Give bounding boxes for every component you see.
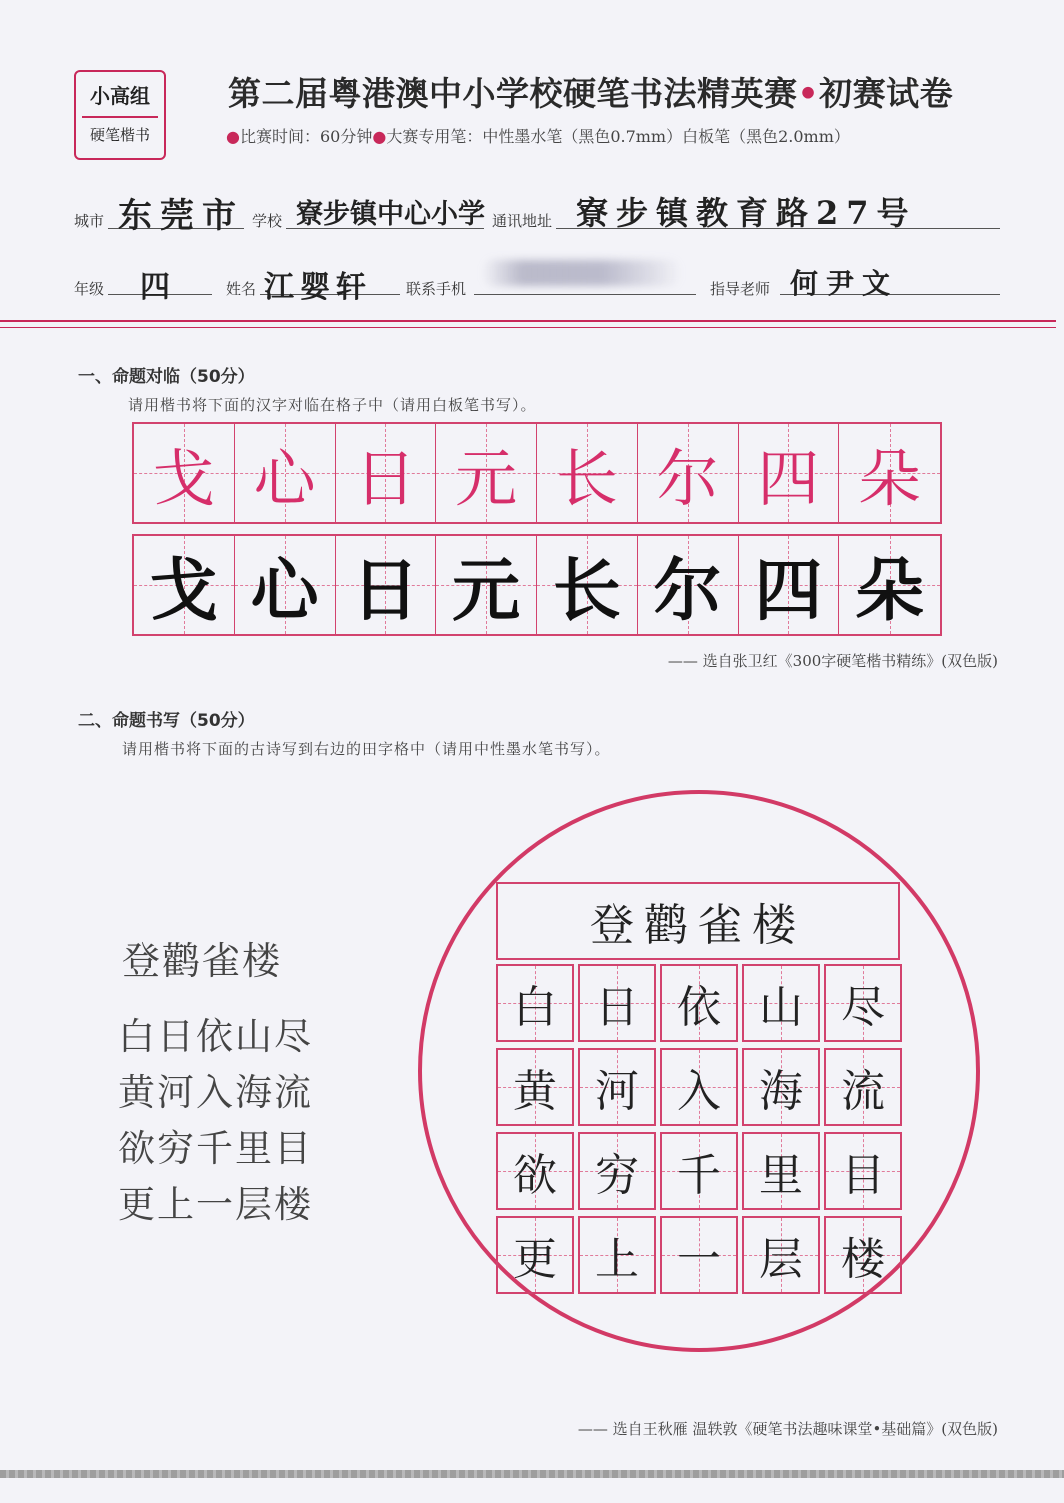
poem-cell[interactable]	[496, 1048, 574, 1126]
copy-cell[interactable]	[235, 536, 336, 634]
copy-char: 元	[452, 550, 521, 631]
poem-cell[interactable]	[824, 964, 902, 1042]
copy-char: 朵	[855, 550, 924, 631]
model-cell	[436, 424, 537, 522]
poem-char: 海	[759, 1066, 803, 1117]
poem-cell[interactable]	[824, 1048, 902, 1126]
copy-char: 长	[552, 550, 621, 631]
poem-cell[interactable]	[578, 1048, 656, 1126]
copy-cell[interactable]	[134, 536, 235, 634]
copy-char: 日	[351, 550, 420, 631]
poem-char: 依	[677, 982, 721, 1033]
poem-cell[interactable]	[578, 1216, 656, 1294]
poem-line: 欲穷千里目	[118, 1127, 313, 1170]
poem-line: 黄河入海流	[118, 1071, 313, 1114]
subtitle-time: 比赛时间：60分钟	[239, 127, 373, 146]
poem-line: 更上一层楼	[118, 1183, 313, 1226]
poem-char: 一	[677, 1234, 721, 1285]
section2-source: —— 选自王秋雁 温轶敦《硬笔书法趣味课堂•基础篇》(双色版)	[577, 1420, 998, 1438]
header-divider-thin	[0, 327, 1056, 328]
poem-char: 山	[759, 982, 803, 1033]
subtitle-pens: 大赛专用笔：中性墨水笔（黑色0.7mm）白板笔（黑色2.0mm）	[386, 127, 850, 146]
school-label: 学校	[252, 212, 283, 230]
phone-field-redacted[interactable]	[482, 260, 682, 286]
copy-char: 四	[754, 550, 823, 631]
city-label: 城市	[74, 212, 105, 230]
copy-cell[interactable]	[436, 536, 537, 634]
copy-cell[interactable]	[638, 536, 739, 634]
badge-category-label: 硬笔楷书	[89, 126, 150, 144]
model-cell	[537, 424, 638, 522]
header-divider-thick	[0, 320, 1056, 322]
title-tail: 初赛试卷	[819, 74, 954, 113]
model-cell	[134, 424, 235, 522]
poem-char: 更	[513, 1234, 557, 1285]
written-title-box[interactable]	[496, 882, 900, 960]
model-grid-row	[132, 422, 942, 524]
model-cell	[739, 424, 840, 522]
section1-desc: 请用楷书将下面的汉字对临在格子中（请用白板笔书写）。	[128, 396, 537, 414]
address-field[interactable]: 寮步镇教育路27号	[576, 194, 917, 232]
poem-char: 楼	[841, 1234, 885, 1285]
group-badge	[74, 70, 166, 160]
section1-title: 一、命题对临（50分）	[78, 367, 255, 387]
copy-char: 戈	[149, 550, 218, 631]
poem-line: 白日依山尽	[118, 1015, 313, 1058]
poem-char: 河	[595, 1066, 639, 1117]
poem-cell[interactable]	[824, 1216, 902, 1294]
poem-cell[interactable]	[742, 964, 820, 1042]
copy-cell[interactable]	[336, 536, 437, 634]
model-cell	[839, 424, 940, 522]
name-field[interactable]: 江婴轩	[264, 270, 372, 305]
model-char: 尔	[656, 441, 719, 515]
teacher-label: 指导老师	[710, 280, 771, 298]
poem-char: 入	[677, 1066, 721, 1117]
section2-title: 二、命题书写（50分）	[78, 711, 255, 731]
poem-cell[interactable]	[660, 1048, 738, 1126]
poem-cell[interactable]	[742, 1216, 820, 1294]
section1-source: —— 选自张卫红《300字硬笔楷书精练》(双色版)	[667, 652, 998, 670]
poem-cell[interactable]	[496, 1132, 574, 1210]
badge-divider	[82, 116, 158, 118]
copy-grid-row[interactable]	[132, 534, 942, 636]
subtitle	[226, 124, 850, 147]
model-char: 长	[555, 441, 618, 515]
copy-char: 心	[250, 550, 319, 631]
copy-cell[interactable]	[839, 536, 940, 634]
page-edge-bar	[0, 1470, 1064, 1478]
poem-char: 层	[759, 1234, 803, 1285]
city-field[interactable]: 东莞市	[118, 196, 244, 236]
section2-desc: 请用楷书将下面的古诗写到右边的田字格中（请用中性墨水笔书写）。	[122, 740, 611, 758]
poem-char: 千	[677, 1150, 721, 1201]
bullet-1: ●	[226, 127, 240, 146]
poem-cell[interactable]	[742, 1048, 820, 1126]
page-title	[228, 68, 953, 115]
model-cell	[235, 424, 336, 522]
poem-cell[interactable]	[578, 964, 656, 1042]
model-char: 日	[354, 441, 417, 515]
copy-cell[interactable]	[739, 536, 840, 634]
poem-cell[interactable]	[660, 964, 738, 1042]
title-dot: •	[797, 74, 820, 113]
poem-char: 目	[841, 1150, 885, 1201]
address-label: 通讯地址	[492, 212, 553, 230]
grade-field[interactable]: 四	[140, 270, 170, 305]
badge-group-label: 小高组	[90, 84, 150, 108]
model-char: 四	[757, 441, 820, 515]
teacher-field[interactable]: 何尹文	[790, 267, 899, 300]
poem-char: 白	[513, 982, 557, 1033]
poem-cell[interactable]	[742, 1132, 820, 1210]
poem-char: 里	[759, 1150, 803, 1201]
poem-char: 尽	[841, 982, 885, 1033]
poem-cell[interactable]	[578, 1132, 656, 1210]
poem-cell[interactable]	[824, 1132, 902, 1210]
poem-char: 穷	[595, 1150, 639, 1201]
bullet-2: ●	[372, 127, 387, 146]
poem-cell[interactable]	[660, 1132, 738, 1210]
poem-char: 黄	[513, 1066, 557, 1117]
title-main: 第二届粤港澳中小学校硬笔书法精英赛	[228, 74, 798, 113]
school-field[interactable]: 寮步镇中心小学	[296, 199, 485, 230]
poem-char: 上	[595, 1234, 639, 1285]
poem-writing-grid[interactable]	[496, 964, 902, 1294]
poem-title: 登鹳雀楼	[122, 939, 283, 983]
name-label: 姓名	[226, 280, 257, 298]
written-title: 登鹳雀楼	[590, 900, 806, 951]
poem-char: 流	[841, 1066, 885, 1117]
poem-cell[interactable]	[496, 964, 574, 1042]
copy-cell[interactable]	[537, 536, 638, 634]
grade-label: 年级	[74, 280, 105, 298]
model-char: 元	[455, 441, 518, 515]
model-cell	[638, 424, 739, 522]
poem-cell[interactable]	[660, 1216, 738, 1294]
copy-char: 尔	[653, 550, 722, 631]
poem-char: 欲	[513, 1150, 557, 1201]
model-char: 戈	[152, 441, 215, 515]
poem-char: 日	[595, 982, 639, 1033]
poem-cell[interactable]	[496, 1216, 574, 1294]
model-char: 朵	[858, 441, 921, 515]
phone-label: 联系手机	[406, 280, 467, 298]
model-cell	[336, 424, 437, 522]
model-char: 心	[253, 441, 316, 515]
phone-line	[474, 294, 696, 295]
